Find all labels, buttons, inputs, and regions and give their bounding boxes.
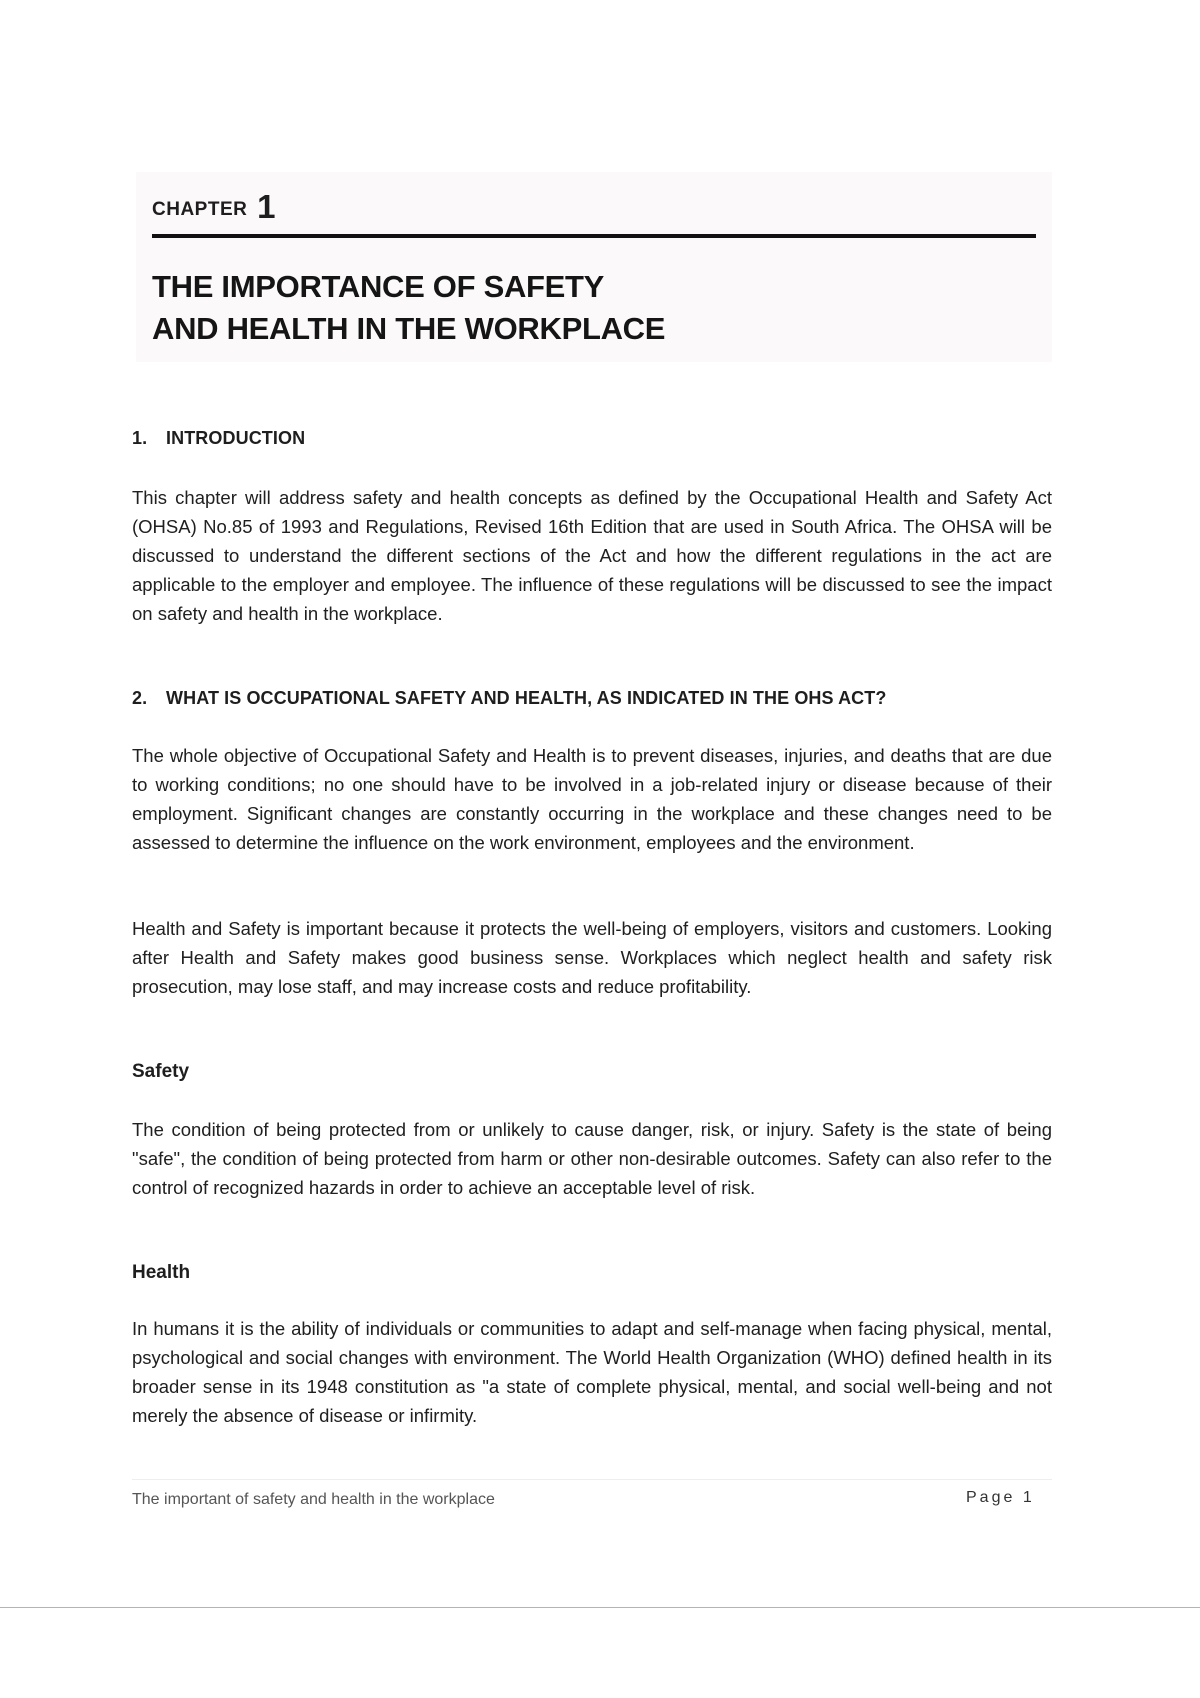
chapter-title-line-1: THE IMPORTANCE OF SAFETY — [152, 269, 605, 304]
paragraph-health: In humans it is the ability of individuals or communities to adapt and self-manage when facing physical, mental, psychological and social changes with environment. The World Health Organization (WHO) defined health in its broader sense in its 1948 constitution as "a state of complete physical, mental, and social well-being and not merely the absence of disease or infirmity. — [132, 1318, 1052, 1426]
chapter-label — [152, 188, 276, 226]
scan-edge-line — [0, 1607, 1200, 1608]
chapter-title-line-2: AND HEALTH IN THE WORKPLACE — [152, 311, 666, 346]
footer-divider — [132, 1479, 1052, 1480]
subheading-safety: Safety — [132, 1061, 190, 1082]
chapter-title — [152, 266, 665, 350]
chapter-number: 1 — [257, 188, 276, 225]
section-heading-ohs — [132, 688, 886, 709]
paragraph-ohs-importance: Health and Safety is important because it protects the well-being of employers, visitors and customers. Looking after Health and Safety makes good business sense. Workplaces which neglect health and safety risk prosecution, may lose staff, and may increase costs and reduce profitability. — [132, 918, 1052, 997]
section-number: 2. — [132, 688, 148, 708]
chapter-header — [136, 172, 1052, 362]
paragraph-ohs-objective: The whole objective of Occupational Safety and Health is to prevent diseases, injuries, and deaths that are due to working conditions; no one should have to be involved in a job-related injury or disease because of their employment. Significant changes are constantly occurring in the workplace and these changes need to be assessed to determine the influence on the work environment, employees and the environment. — [132, 745, 1052, 853]
chapter-label-text: CHAPTER — [152, 199, 248, 220]
section-heading-introduction — [132, 428, 305, 449]
subheading-health: Health — [132, 1262, 191, 1283]
section-title: INTRODUCTION — [166, 428, 306, 448]
section-number: 1. — [132, 428, 148, 448]
footer-title: The important of safety and health in the workplace — [132, 1491, 495, 1508]
page-number: Page 1 — [966, 1489, 1035, 1506]
section-title: WHAT IS OCCUPATIONAL SAFETY AND HEALTH, AS INDICATED IN THE OHS ACT? — [166, 688, 887, 708]
chapter-divider — [152, 234, 1036, 238]
paragraph-safety: The condition of being protected from or unlikely to cause danger, risk, or injury. Safety is the state of being "safe", the condition of being protected from harm or other non-desirable outcomes. Safety can also refer to the control of recognized hazards in order to achieve an acceptable level of risk. — [132, 1119, 1052, 1198]
paragraph-introduction: This chapter will address safety and health concepts as defined by the Occupational Health and Safety Act (OHSA) No.85 of 1993 and Regulations, Revised 16th Edition that are used in South Africa. The OHSA will be discussed to understand the different sections of the Act and how the different regulations in the act are applicable to the employer and employee. The influence of these regulations will be discussed to see the impact on safety and health in the workplace. — [132, 487, 1052, 624]
